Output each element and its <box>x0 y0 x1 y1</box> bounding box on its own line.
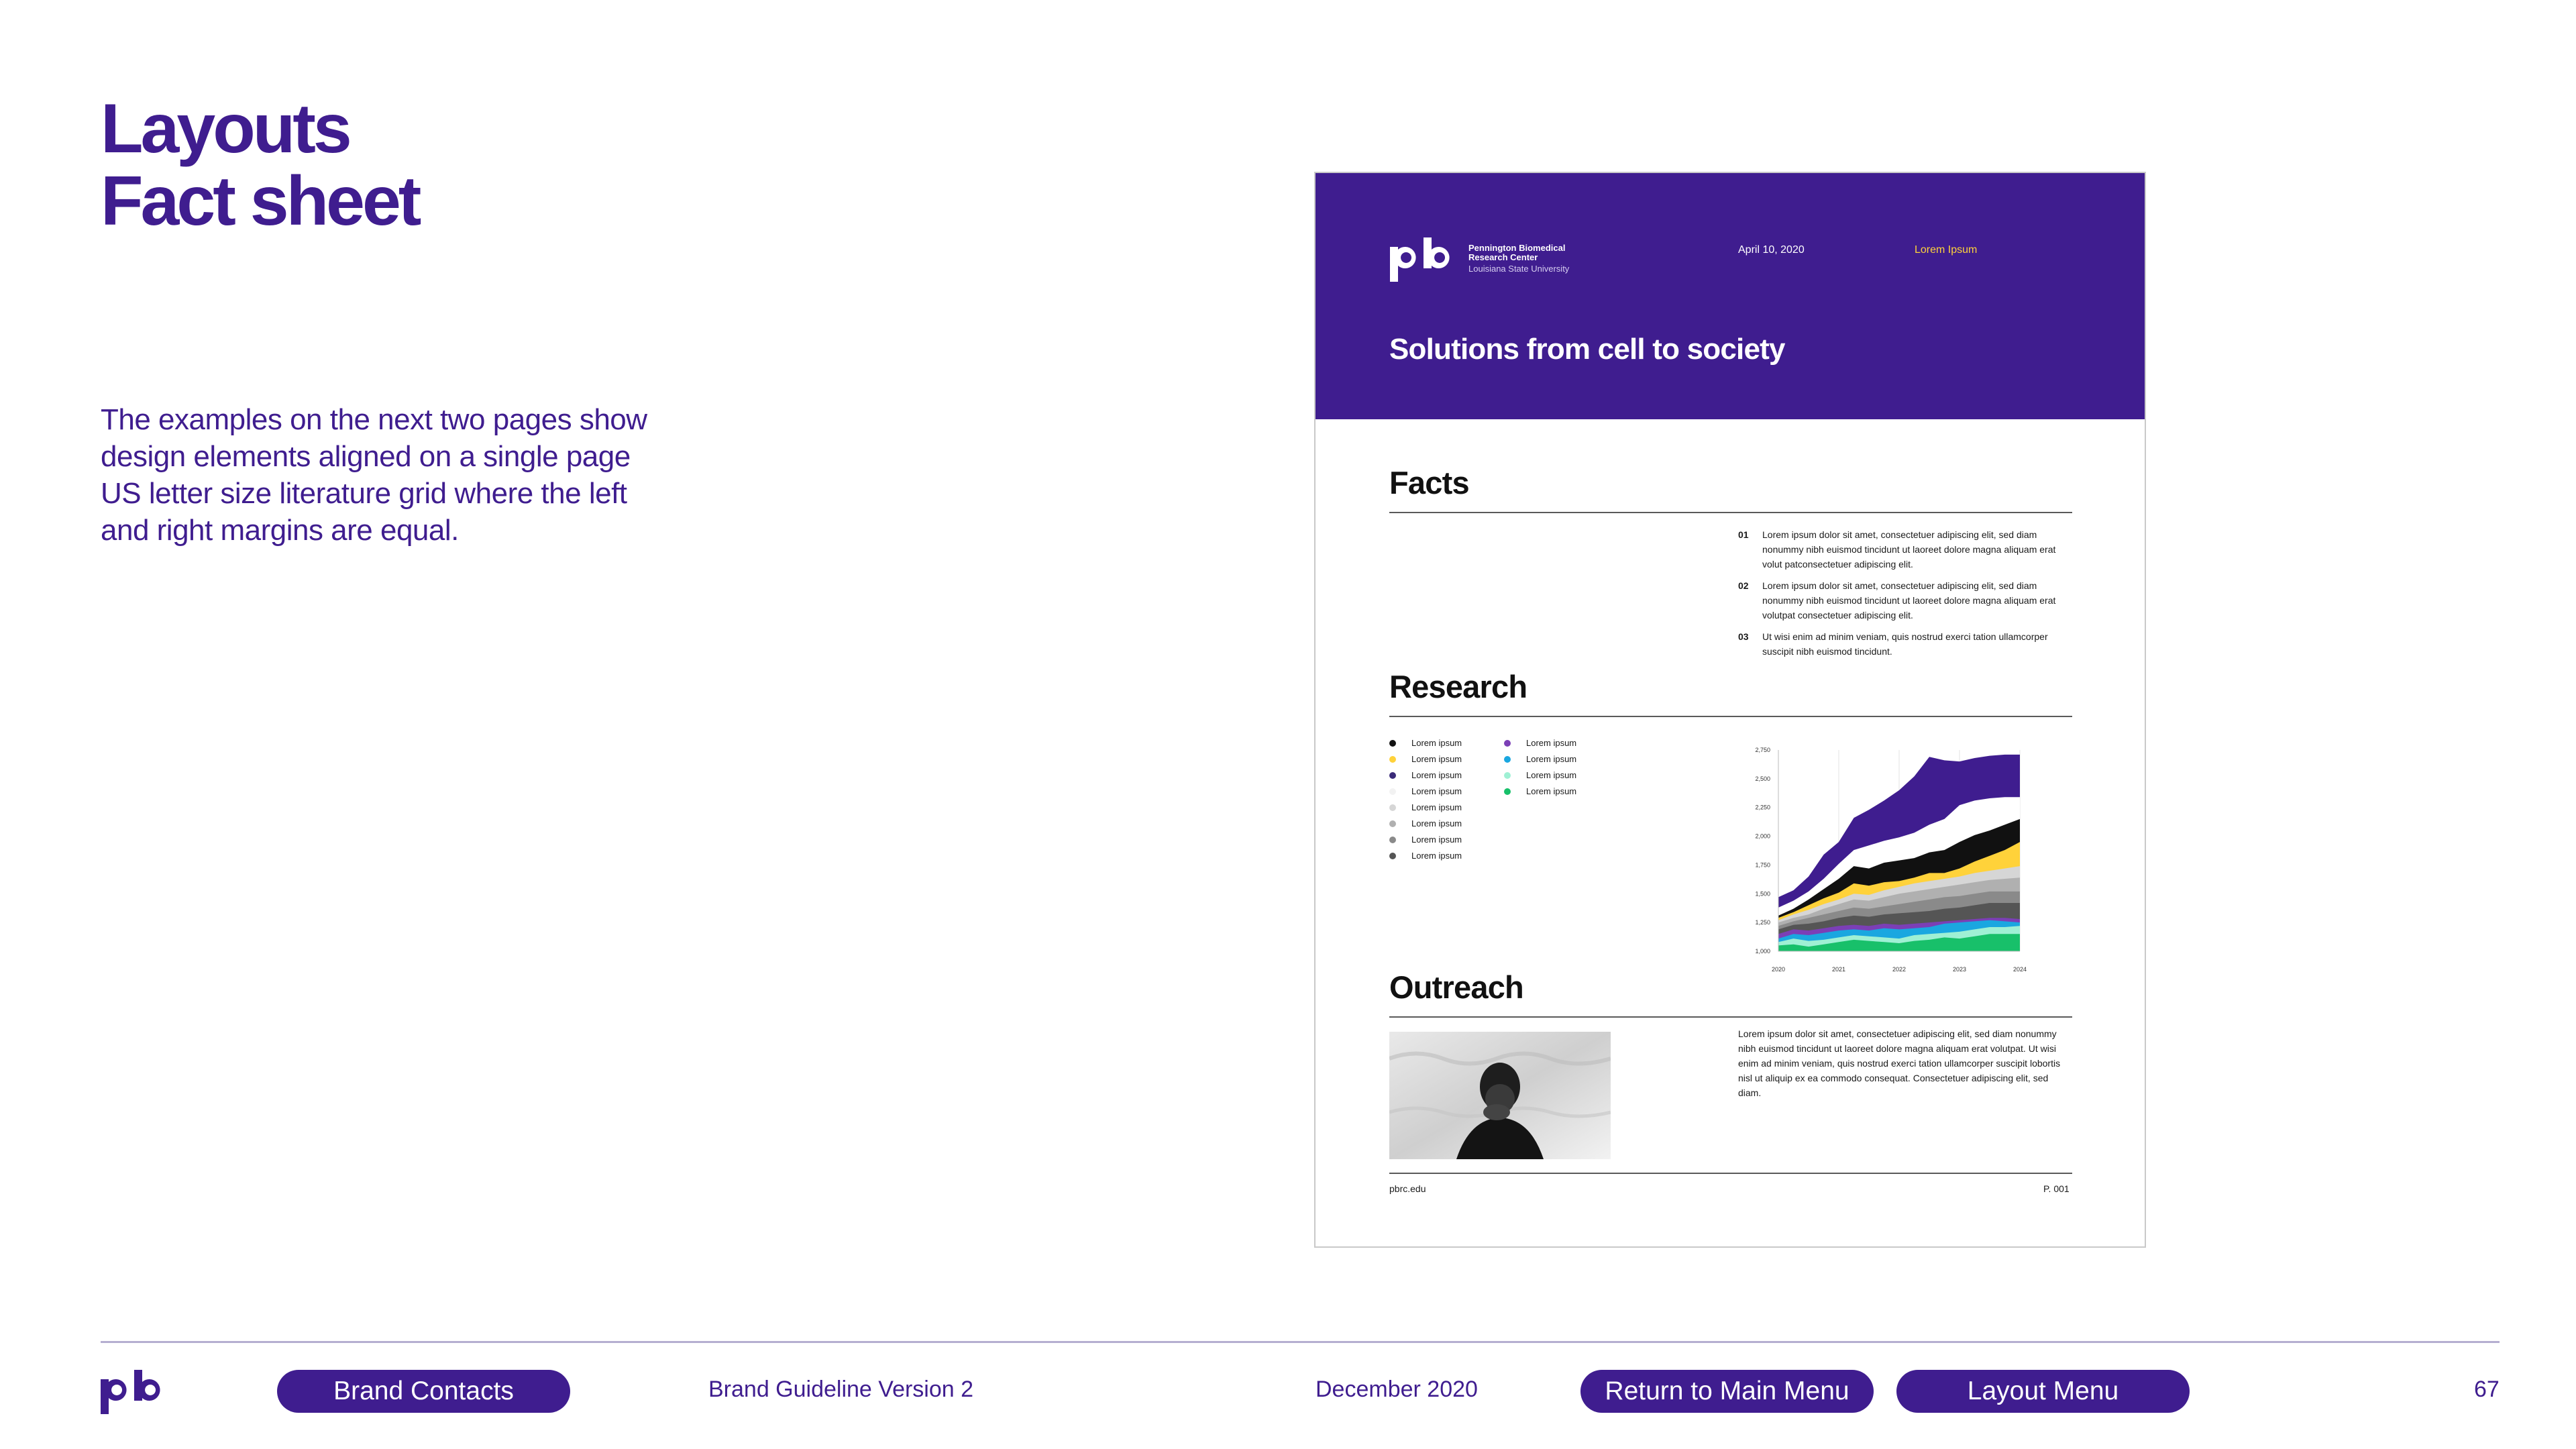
chart-x-tick-label: 2022 <box>1892 966 1907 973</box>
legend-item <box>1504 784 1576 800</box>
research-title: Research <box>1389 669 1527 704</box>
chart-y-tick-label: 1,500 <box>1755 890 1770 898</box>
legend-item <box>1389 800 1462 816</box>
chart-x-tick-label: 2023 <box>1952 966 1967 973</box>
sheet-date: April 10, 2020 <box>1738 244 1805 256</box>
chart-y-tick-label: 1,000 <box>1755 948 1770 955</box>
chart-x-tick-label: 2021 <box>1831 966 1846 973</box>
legend-swatch <box>1389 837 1396 843</box>
legend-label: Lorem ipsum <box>1411 818 1462 828</box>
page-title <box>101 90 419 240</box>
legend-swatch <box>1389 820 1396 827</box>
chart-x-tick-label: 2024 <box>2012 966 2027 973</box>
fact-text: Ut wisi enim ad minim veniam, quis nostrud exerci tation ullamcorper suscipit nibh euismod tincidunt. <box>1762 631 2048 657</box>
fact-number: 02 <box>1738 580 1749 591</box>
layout-menu-button[interactable]: Layout Menu <box>1896 1370 2190 1413</box>
footer-date: December 2020 <box>1316 1377 1478 1402</box>
facts-rule <box>1389 512 2072 513</box>
legend-item <box>1389 832 1462 848</box>
outreach-title: Outreach <box>1389 969 1523 1005</box>
legend-label: Lorem ipsum <box>1526 754 1577 764</box>
facts-title: Facts <box>1389 465 1469 500</box>
fact-sheet-preview <box>1314 172 2146 1248</box>
chart-y-tick-label: 1,250 <box>1755 919 1770 926</box>
page-title-line1: Layouts <box>101 90 350 168</box>
legend-swatch <box>1504 740 1511 747</box>
legend-label: Lorem ipsum <box>1411 754 1462 764</box>
legend-swatch <box>1504 788 1511 795</box>
sheet-footer-url: pbrc.edu <box>1389 1183 1426 1194</box>
chart-y-tick-label: 2,500 <box>1755 775 1770 782</box>
legend-swatch <box>1389 756 1396 763</box>
brand-contacts-button[interactable]: Brand Contacts <box>277 1370 570 1413</box>
sheet-footer-rule <box>1389 1173 2072 1174</box>
legend-swatch <box>1504 756 1511 763</box>
research-area-chart <box>1731 737 2033 978</box>
legend-swatch <box>1389 772 1396 779</box>
chart-x-tick-label: 2020 <box>1771 966 1786 973</box>
legend-left <box>1389 735 1462 864</box>
legend-item <box>1504 751 1576 767</box>
legend-label: Lorem ipsum <box>1411 802 1462 812</box>
legend-item <box>1389 751 1462 767</box>
chart-y-tick-label: 2,250 <box>1755 804 1770 811</box>
legend-label: Lorem ipsum <box>1411 851 1462 861</box>
legend-label: Lorem ipsum <box>1411 786 1462 796</box>
fact-text: Lorem ipsum dolor sit amet, consectetuer adipiscing elit, sed diam nonummy nibh euismod tincidunt ut laoreet dolore magna aliquam erat volutpat consectetuer adipiscing elit. <box>1762 580 2056 621</box>
brand-name <box>1468 244 1565 262</box>
chart-y-tick-label: 2,000 <box>1755 833 1770 840</box>
fact-text: Lorem ipsum dolor sit amet, consectetuer adipiscing elit, sed diam nonummy nibh euismod tincidunt ut laoreet dolore magna aliquam erat volut patconsectetuer adipiscing elit. <box>1762 529 2056 570</box>
brand-subtitle: Louisiana State University <box>1468 264 1570 274</box>
legend-label: Lorem ipsum <box>1411 770 1462 780</box>
legend-item <box>1389 735 1462 751</box>
outreach-rule <box>1389 1016 2072 1018</box>
research-rule <box>1389 716 2072 717</box>
chart-y-tick-label: 1,750 <box>1755 861 1770 869</box>
brand-name-line1: Pennington Biomedical <box>1468 243 1566 253</box>
legend-item <box>1504 735 1576 751</box>
guideline-version: Brand Guideline Version 2 <box>708 1377 974 1402</box>
fact-number: 01 <box>1738 529 1749 540</box>
fact-item <box>1738 527 2074 572</box>
fact-number: 03 <box>1738 631 1749 642</box>
page-number: 67 <box>2474 1377 2500 1402</box>
legend-item <box>1389 848 1462 864</box>
legend-label: Lorem ipsum <box>1411 835 1462 845</box>
outreach-photo <box>1389 1032 1611 1159</box>
pb-logo-icon <box>101 1370 168 1417</box>
legend-item <box>1389 784 1462 800</box>
chart-y-tick-label: 2,750 <box>1755 747 1770 753</box>
fact-item <box>1738 578 2074 623</box>
legend-swatch <box>1389 740 1396 747</box>
sheet-tag: Lorem Ipsum <box>1915 244 1978 256</box>
legend-label: Lorem ipsum <box>1526 770 1577 780</box>
legend-right <box>1504 735 1576 800</box>
return-main-menu-button[interactable]: Return to Main Menu <box>1580 1370 1874 1413</box>
legend-swatch <box>1389 804 1396 811</box>
sheet-headline: Solutions from cell to society <box>1389 333 1785 366</box>
legend-label: Lorem ipsum <box>1526 738 1577 748</box>
intro-paragraph: The examples on the next two pages show design elements aligned on a single page US letter size literature grid where the left and right margins are equal. <box>101 403 647 547</box>
footer-divider <box>101 1341 2500 1343</box>
legend-label: Lorem ipsum <box>1411 738 1462 748</box>
legend-item <box>1504 767 1576 784</box>
legend-item <box>1389 767 1462 784</box>
sheet-header <box>1316 173 2145 419</box>
sheet-footer-page: P. 001 <box>2043 1183 2070 1194</box>
legend-swatch <box>1389 853 1396 859</box>
legend-label: Lorem ipsum <box>1526 786 1577 796</box>
page-title-line2: Fact sheet <box>101 162 419 240</box>
legend-swatch <box>1389 788 1396 795</box>
legend-item <box>1389 816 1462 832</box>
brand-name-line2: Research Center <box>1468 252 1538 262</box>
outreach-text: Lorem ipsum dolor sit amet, consectetuer adipiscing elit, sed diam nonummy nibh euismod tincidunt ut laoreet dolore magna aliquam erat volutpat. Ut wisi enim ad minim veniam, quis nostrud exerci tation ullamcorper suscipit lobortis nisl ut aliquip ex ea commodo consequat. Consectetuer adipiscing elit, sed diam. <box>1738 1028 2061 1098</box>
legend-swatch <box>1504 772 1511 779</box>
fact-item <box>1738 629 2074 659</box>
pb-logo-icon <box>1389 237 1458 284</box>
